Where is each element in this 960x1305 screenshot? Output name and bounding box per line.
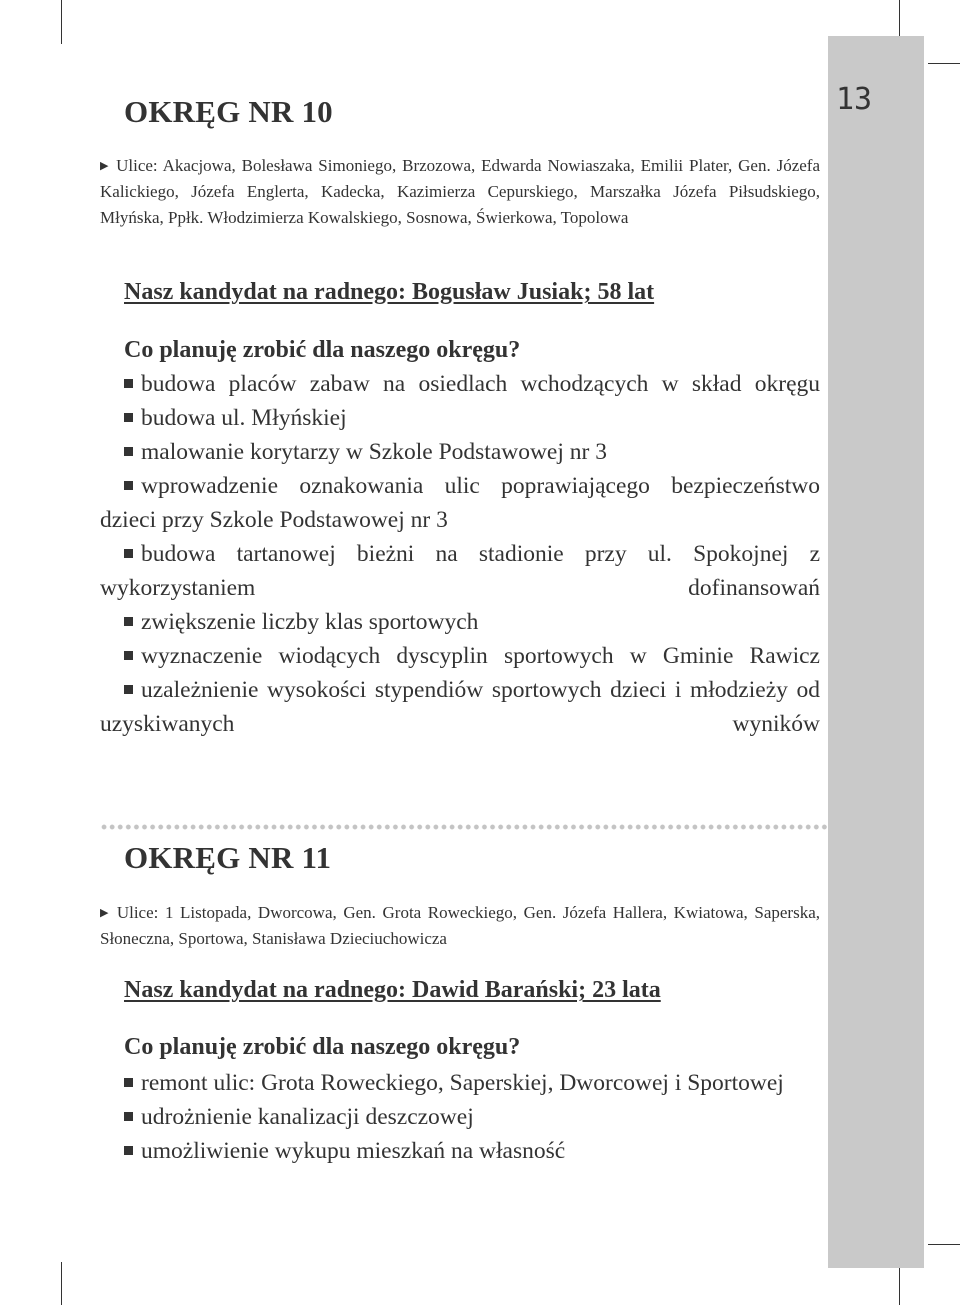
square-bullet-icon [124, 549, 133, 558]
street-list-text: Ulice: Akacjowa, Bolesława Simoniego, Brzozowa, Edwarda Nowiaszaka, Emilii Plater, Gen. Józefa Kalickiego, Józefa Englerta, Kadecka, Kazimierza Cepurskiego, Marszałka Józefa Piłsudskiego, Młyńska, Ppłk. Włodzimierza Kowalskiego, Sosnowa, Świerkowa, Topolowa [100, 156, 820, 227]
square-bullet-icon [124, 685, 133, 694]
plan-item: budowa placów zabaw na osiedlach wchodzących w skład okręgu [100, 367, 820, 401]
candidate-line: Nasz kandydat na radnego: Dawid Barański; 23 lata [124, 977, 661, 1003]
crop-mark [899, 1262, 900, 1305]
page-number: 13 [836, 82, 873, 117]
crop-mark [61, 0, 62, 44]
square-bullet-icon [124, 447, 133, 456]
plan-question: Co planuję zrobić dla naszego okręgu? [124, 1034, 521, 1060]
district-heading: OKRĘG NR 10 [124, 94, 333, 129]
crop-mark [928, 63, 960, 64]
square-bullet-icon [124, 379, 133, 388]
square-bullet-icon [124, 413, 133, 422]
plan-item: zwiększenie liczby klas sportowych [100, 605, 820, 639]
plan-item: umożliwienie wykupu mieszkań na własność [100, 1134, 820, 1168]
plan-list [100, 1066, 820, 1168]
plan-item: remont ulic: Grota Roweckiego, Saperskiej, Dworcowej i Sportowej [100, 1066, 820, 1100]
arrow-icon: ▶ [100, 160, 111, 172]
plan-item: udrożnienie kanalizacji deszczowej [100, 1100, 820, 1134]
dotted-separator [100, 824, 830, 830]
plan-item: budowa tartanowej bieżni na stadionie przy ul. Spokojnej z wykorzystaniem dofinansowań [100, 541, 820, 601]
square-bullet-icon [124, 1078, 133, 1087]
square-bullet-icon [124, 617, 133, 626]
candidate-line: Nasz kandydat na radnego: Bogusław Jusiak; 58 lat [124, 279, 655, 305]
plan-list [100, 367, 820, 741]
plan-item: budowa ul. Młyńskiej [100, 401, 820, 435]
square-bullet-icon [124, 481, 133, 490]
plan-item: wyznaczenie wiodących dyscyplin sportowych w Gminie Rawicz [100, 639, 820, 673]
street-list [100, 153, 820, 231]
arrow-icon: ▶ [100, 907, 111, 919]
plan-item: uzależnienie wysokości stypendiów sportowych dzieci i młodzieży od uzyskiwanych wyników [100, 677, 820, 737]
crop-mark [928, 1244, 960, 1245]
street-list-text: Ulice: 1 Listopada, Dworcowa, Gen. Grota Roweckiego, Gen. Józefa Hallera, Kwiatowa, Saperska, Słoneczna, Sportowa, Stanisława Dzieciuchowicza [100, 903, 820, 948]
plan-item: malowanie korytarzy w Szkole Podstawowej nr 3 [100, 435, 820, 469]
street-list [100, 900, 820, 952]
square-bullet-icon [124, 1146, 133, 1155]
district-heading: OKRĘG NR 11 [124, 840, 332, 875]
crop-mark [61, 1262, 62, 1305]
plan-item: wprowadzenie oznakowania ulic poprawiającego bezpieczeństwo dzieci przy Szkole Podstawowej nr 3 [100, 473, 820, 533]
plan-question: Co planuję zrobić dla naszego okręgu? [124, 337, 521, 363]
square-bullet-icon [124, 651, 133, 660]
square-bullet-icon [124, 1112, 133, 1121]
side-tab [828, 36, 924, 1268]
